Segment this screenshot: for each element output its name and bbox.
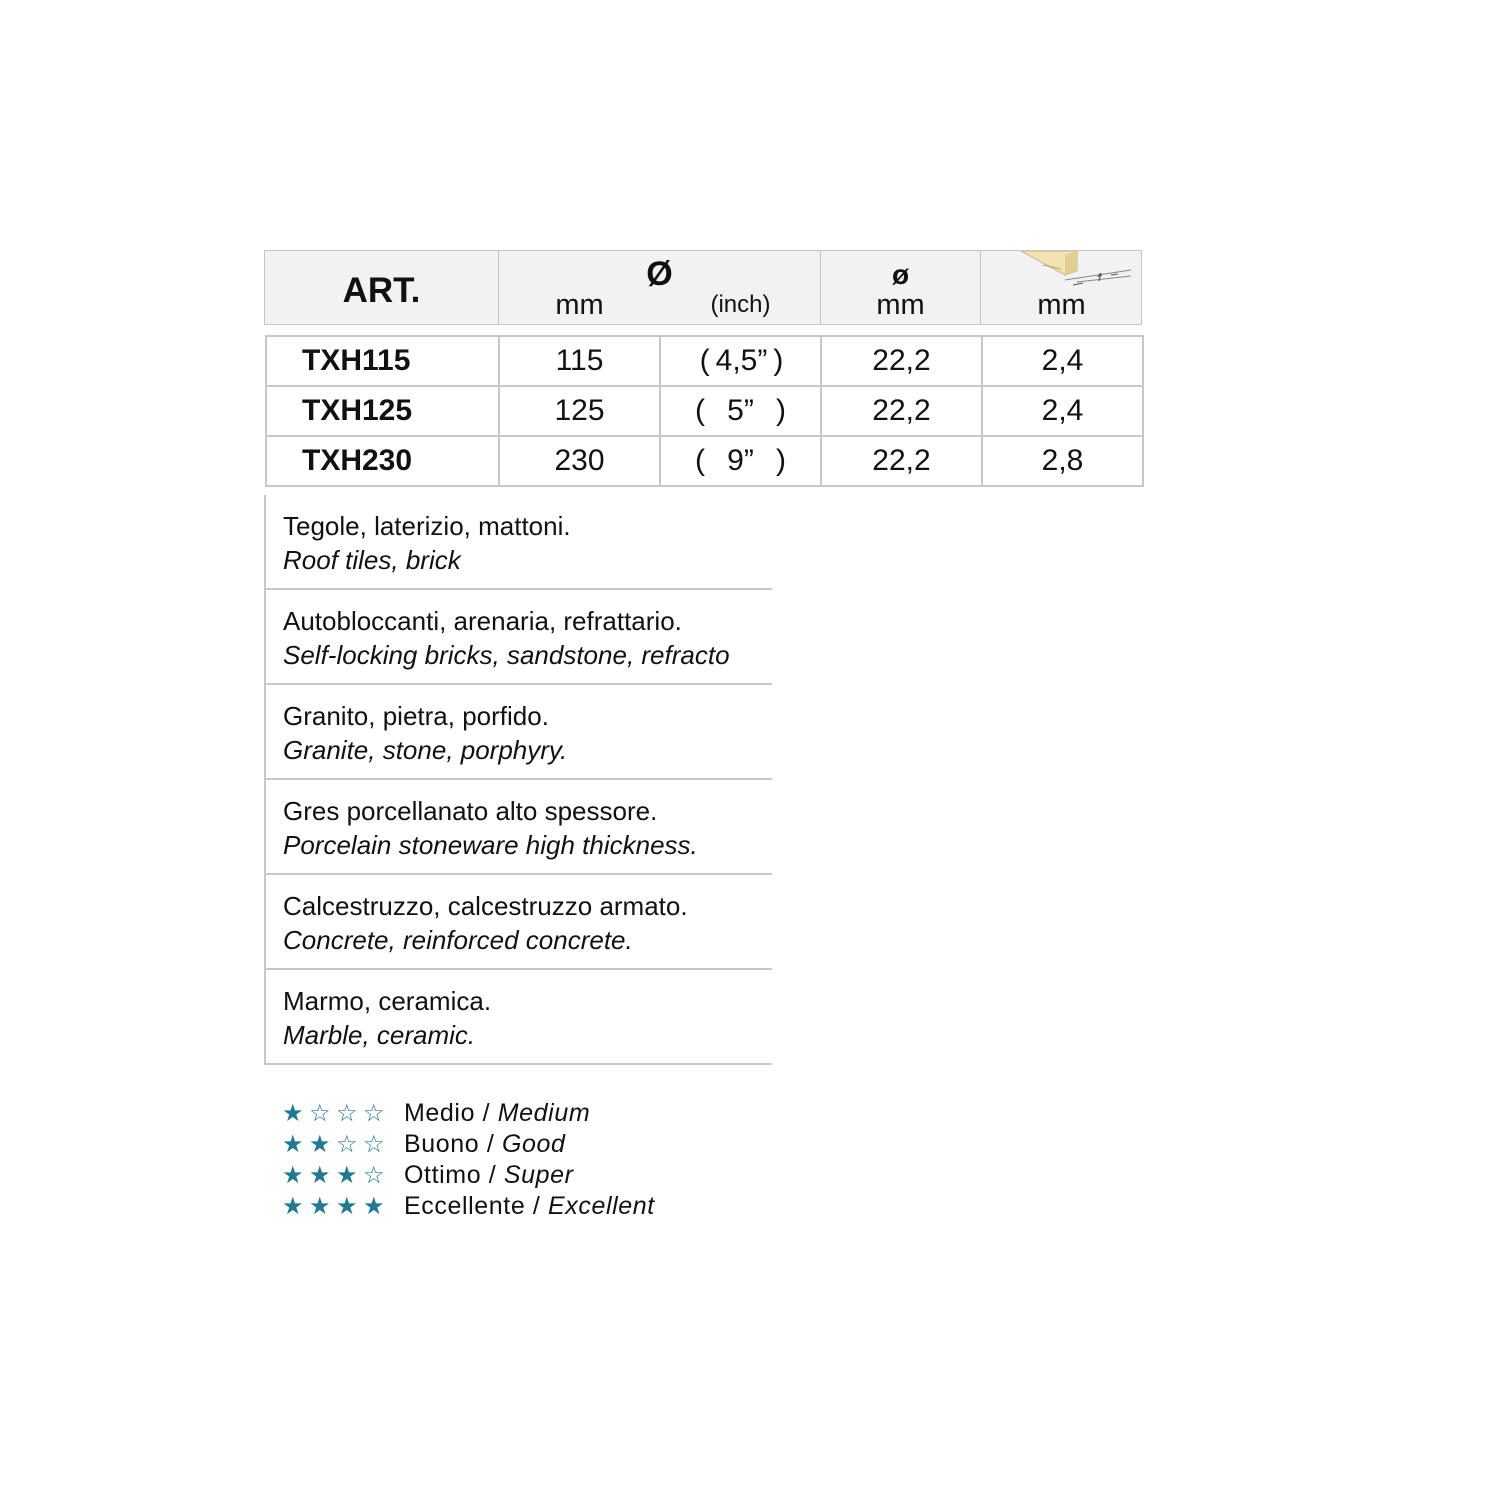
empty-star-icon: ☆ bbox=[363, 1099, 385, 1127]
material-italian: Gres porcellanato alto spessore. bbox=[283, 796, 658, 826]
list-item bbox=[266, 685, 772, 780]
diameter-mm: 125 bbox=[499, 386, 660, 436]
inch-paren-open: ( bbox=[695, 394, 705, 427]
spec-table-header bbox=[264, 250, 1142, 325]
materials-list bbox=[264, 495, 772, 1065]
legend-separator: / bbox=[532, 1192, 541, 1220]
filled-star-icon: ★ bbox=[309, 1130, 331, 1158]
inch-paren-open: ( bbox=[699, 344, 710, 377]
filled-star-icon: ★ bbox=[336, 1161, 358, 1189]
empty-star-icon: ☆ bbox=[336, 1099, 358, 1127]
table-row bbox=[266, 336, 1143, 386]
diameter-mm: 230 bbox=[499, 436, 660, 486]
empty-star-icon: ☆ bbox=[309, 1099, 331, 1127]
header-bore-cell bbox=[821, 251, 981, 324]
art-code: TXH230 bbox=[266, 436, 499, 486]
list-item bbox=[266, 780, 772, 875]
inch-paren-close: ) bbox=[776, 444, 786, 477]
filled-star-icon: ★ bbox=[282, 1192, 304, 1220]
bore-unit: mm bbox=[876, 289, 925, 321]
bore-mm: 22,2 bbox=[821, 436, 982, 486]
diameter-symbol: Ø bbox=[646, 255, 673, 293]
star-rating bbox=[282, 1161, 404, 1191]
legend-separator: / bbox=[486, 1130, 495, 1158]
material-english: Self-locking bricks, sandstone, refracto bbox=[283, 640, 730, 670]
header-diameter-cell bbox=[499, 251, 821, 324]
bore-symbol: ø bbox=[891, 259, 910, 290]
inch-value: 9” bbox=[727, 444, 754, 477]
bore-mm: 22,2 bbox=[821, 336, 982, 386]
filled-star-icon: ★ bbox=[363, 1192, 385, 1220]
legend-row bbox=[282, 1160, 655, 1191]
header-art-cell bbox=[265, 251, 499, 324]
star-rating bbox=[282, 1192, 404, 1222]
art-code: TXH125 bbox=[266, 386, 499, 436]
filled-star-icon: ★ bbox=[309, 1192, 331, 1220]
material-english: Porcelain stoneware high thickness. bbox=[283, 830, 698, 860]
thickness-mm: 2,4 bbox=[982, 336, 1143, 386]
legend-label bbox=[404, 1130, 566, 1159]
art-code: TXH115 bbox=[266, 336, 499, 386]
star-rating bbox=[282, 1099, 404, 1129]
rating-legend bbox=[282, 1098, 655, 1222]
legend-separator: / bbox=[488, 1161, 497, 1189]
legend-label bbox=[404, 1099, 590, 1128]
legend-english: Super bbox=[503, 1161, 574, 1189]
legend-row bbox=[282, 1098, 655, 1129]
legend-english: Good bbox=[501, 1130, 566, 1158]
material-italian: Autobloccanti, arenaria, refrattario. bbox=[283, 606, 682, 636]
thickness-unit: mm bbox=[1037, 289, 1086, 321]
header-thickness-cell bbox=[981, 251, 1142, 324]
inch-paren-close: ) bbox=[776, 394, 786, 427]
header-art-label: ART. bbox=[342, 271, 421, 310]
diameter-inch bbox=[660, 436, 821, 486]
material-english: Marble, ceramic. bbox=[283, 1020, 476, 1050]
inch-value: 5” bbox=[727, 394, 754, 427]
inch-paren-open: ( bbox=[695, 444, 705, 477]
thickness-mm: 2,4 bbox=[982, 386, 1143, 436]
legend-english: Excellent bbox=[548, 1192, 655, 1220]
legend-row bbox=[282, 1129, 655, 1160]
legend-english: Medium bbox=[497, 1099, 591, 1127]
bore-mm: 22,2 bbox=[821, 386, 982, 436]
filled-star-icon: ★ bbox=[282, 1130, 304, 1158]
inch-value: 4,5” bbox=[715, 344, 768, 377]
material-english: Roof tiles, brick bbox=[283, 545, 461, 575]
empty-star-icon: ☆ bbox=[363, 1161, 385, 1189]
inch-paren-close: ) bbox=[773, 344, 784, 377]
table-row bbox=[266, 386, 1143, 436]
material-english: Granite, stone, porphyry. bbox=[283, 735, 568, 765]
legend-label bbox=[404, 1161, 574, 1190]
filled-star-icon: ★ bbox=[282, 1099, 304, 1127]
material-italian: Calcestruzzo, calcestruzzo armato. bbox=[283, 891, 688, 921]
legend-row bbox=[282, 1191, 655, 1222]
segment-thickness-icon bbox=[981, 251, 1142, 291]
legend-separator: / bbox=[482, 1099, 491, 1127]
star-rating bbox=[282, 1130, 404, 1160]
material-italian: Tegole, laterizio, mattoni. bbox=[283, 511, 571, 541]
diameter-inch bbox=[660, 386, 821, 436]
legend-italian: Buono bbox=[404, 1130, 480, 1158]
list-item bbox=[266, 495, 772, 590]
table-row bbox=[266, 436, 1143, 486]
legend-italian: Medio bbox=[404, 1099, 476, 1127]
material-italian: Marmo, ceramica. bbox=[283, 986, 492, 1016]
diameter-unit-inch: (inch) bbox=[710, 291, 771, 318]
diameter-mm: 115 bbox=[499, 336, 660, 386]
list-item bbox=[266, 590, 772, 685]
filled-star-icon: ★ bbox=[309, 1161, 331, 1189]
filled-star-icon: ★ bbox=[282, 1161, 304, 1189]
diameter-unit-mm: mm bbox=[555, 289, 604, 321]
list-item bbox=[266, 970, 772, 1065]
list-item bbox=[266, 875, 772, 970]
filled-star-icon: ★ bbox=[336, 1192, 358, 1220]
legend-italian: Ottimo bbox=[404, 1161, 482, 1189]
legend-label bbox=[404, 1192, 655, 1221]
legend-italian: Eccellente bbox=[404, 1192, 526, 1220]
material-italian: Granito, pietra, porfido. bbox=[283, 701, 549, 731]
diameter-inch bbox=[660, 336, 821, 386]
material-english: Concrete, reinforced concrete. bbox=[283, 925, 633, 955]
empty-star-icon: ☆ bbox=[363, 1130, 385, 1158]
spec-table bbox=[265, 335, 1144, 487]
empty-star-icon: ☆ bbox=[336, 1130, 358, 1158]
thickness-mm: 2,8 bbox=[982, 436, 1143, 486]
